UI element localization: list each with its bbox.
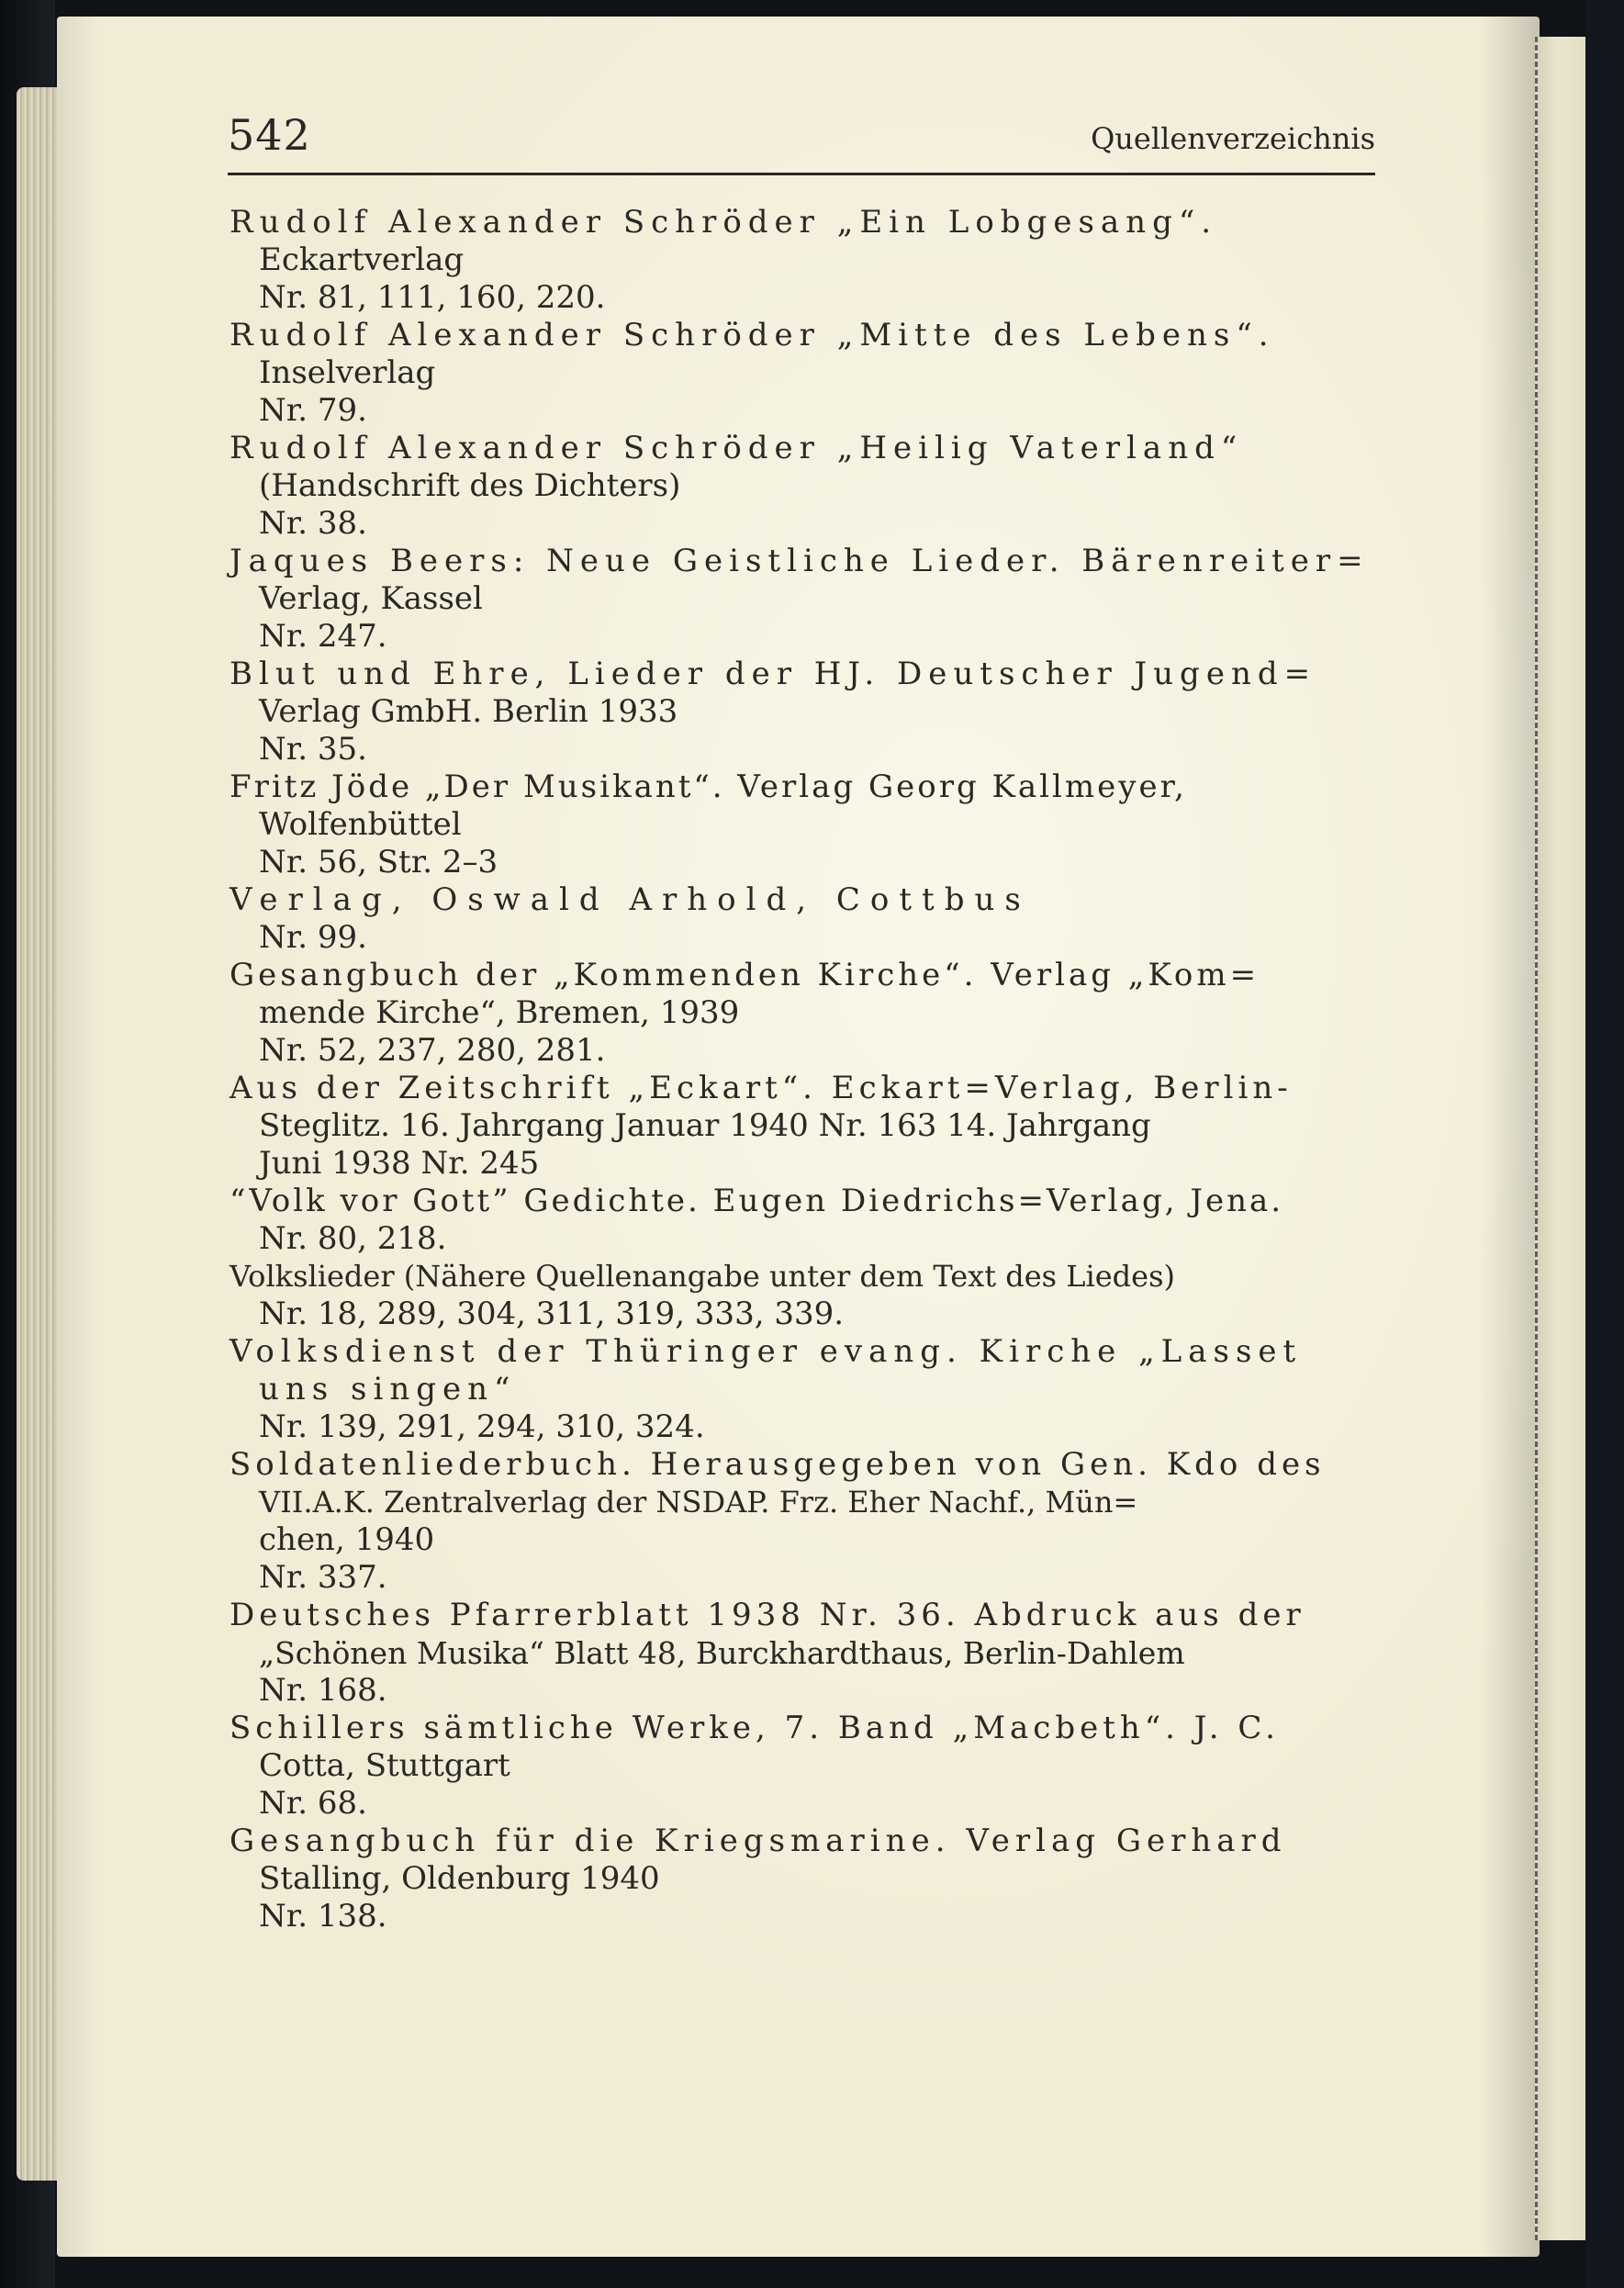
entry-line: Rudolf Alexander Schröder „Heilig Vaterland“ xyxy=(230,430,1244,466)
source-entry xyxy=(230,957,1377,1070)
entry-line: “Volk vor Gott” Gedichte. Eugen Diedrichs=Verlag, Jena. xyxy=(230,1183,1284,1219)
entry-numbers: Nr. 337. xyxy=(259,1559,387,1596)
entry-line: „Schönen Musika“ Blatt 48, Burckhardthaus, Berlin-Dahlem xyxy=(259,1635,1185,1671)
entry-numbers: Nr. 79. xyxy=(259,392,367,429)
entry-numbers: Nr. 35. xyxy=(259,731,367,768)
entry-numbers: Nr. 38. xyxy=(259,505,367,542)
entry-numbers: Nr. 81, 111, 160, 220. xyxy=(259,279,606,316)
entry-numbers: Nr. 80, 218. xyxy=(259,1220,447,1257)
source-entry xyxy=(230,1446,1377,1597)
entry-line: Aus der Zeitschrift „Eckart“. Eckart=Verlag, Berlin- xyxy=(230,1070,1293,1106)
source-entry xyxy=(230,543,1377,656)
source-entry xyxy=(230,1183,1377,1258)
entry-line: Soldatenliederbuch. Herausgegeben von Gen. Kdo des xyxy=(230,1446,1326,1483)
source-entry xyxy=(230,1823,1377,1935)
entry-line: Cotta, Stuttgart xyxy=(259,1747,510,1784)
entry-line: Jaques Beers: Neue Geistliche Lieder. Bärenreiter= xyxy=(230,543,1370,579)
entry-line: Verlag, Kassel xyxy=(259,580,483,617)
source-entry xyxy=(230,768,1377,881)
source-entry xyxy=(230,1070,1377,1183)
entry-line: Wolfenbüttel xyxy=(259,806,462,843)
entry-line: uns singen“ xyxy=(259,1371,517,1408)
source-entry xyxy=(230,1333,1377,1446)
page-edge-right xyxy=(1535,37,1588,2240)
entry-numbers: Nr. 56, Str. 2–3 xyxy=(259,844,498,880)
entry-numbers: Nr. 168. xyxy=(259,1672,387,1709)
source-list xyxy=(230,204,1377,1935)
source-entry xyxy=(230,204,1377,317)
entry-numbers: Nr. 247. xyxy=(259,618,387,655)
source-entry xyxy=(230,656,1377,768)
entry-line: Blut und Ehre, Lieder der HJ. Deutscher Jugend= xyxy=(230,656,1317,692)
entry-numbers: Nr. 99. xyxy=(259,919,367,956)
entry-line: Deutsches Pfarrerblatt 1938 Nr. 36. Abdruck aus der xyxy=(230,1597,1305,1633)
entry-line: Gesangbuch der „Kommenden Kirche“. Verlag „Kom= xyxy=(230,957,1260,993)
entry-line: Verlag, Oswald Arhold, Cottbus xyxy=(230,881,1031,918)
entry-line: Volkslieder (Nähere Quellenangabe unter dem Text des Liedes) xyxy=(230,1259,1175,1294)
entry-line: Rudolf Alexander Schröder „Mitte des Lebens“. xyxy=(230,317,1275,353)
entry-line: Fritz Jöde „Der Musikant“. Verlag Georg Kallmeyer, xyxy=(230,768,1187,805)
entry-line: chen, 1940 xyxy=(259,1521,435,1558)
entry-numbers: Nr. 139, 291, 294, 310, 324. xyxy=(259,1408,705,1445)
entry-line: mende Kirche“, Bremen, 1939 xyxy=(259,994,740,1031)
entry-line: Inselverlag xyxy=(259,354,436,391)
entry-line: Gesangbuch für die Kriegsmarine. Verlag Gerhard xyxy=(230,1823,1287,1859)
source-entry xyxy=(230,1710,1377,1823)
entry-line: Rudolf Alexander Schröder „Ein Lobgesang“. xyxy=(230,204,1218,241)
entry-line: Steglitz. 16. Jahrgang Januar 1940 Nr. 163 14. Jahrgang xyxy=(259,1107,1151,1144)
page-header xyxy=(228,108,1375,175)
entry-line: Schillers sämtliche Werke, 7. Band „Macbeth“. J. C. xyxy=(230,1710,1280,1746)
entry-line: VII.A.K. Zentralverlag der NSDAP. Frz. Eher Nachf., Mün= xyxy=(259,1485,1138,1520)
source-entry xyxy=(230,1597,1377,1710)
source-entry xyxy=(230,1258,1377,1333)
entry-line: Stalling, Oldenburg 1940 xyxy=(259,1860,660,1897)
page-number: 542 xyxy=(228,110,311,160)
entry-numbers: Nr. 52, 237, 280, 281. xyxy=(259,1032,606,1069)
source-entry xyxy=(230,317,1377,430)
entry-line: (Handschrift des Dichters) xyxy=(259,467,681,504)
entry-line: Eckartverlag xyxy=(259,241,465,278)
entry-numbers: Nr. 18, 289, 304, 311, 319, 333, 339. xyxy=(259,1295,845,1332)
entry-numbers: Nr. 68. xyxy=(259,1785,367,1822)
source-entry xyxy=(230,430,1377,543)
entry-line: Juni 1938 Nr. 245 xyxy=(259,1145,540,1182)
scan-background-right xyxy=(1585,0,1624,2288)
entry-numbers: Nr. 138. xyxy=(259,1898,387,1935)
entry-line: Verlag GmbH. Berlin 1933 xyxy=(259,693,678,730)
running-title: Quellenverzeichnis xyxy=(1091,121,1375,156)
entry-line: Volksdienst der Thüringer evang. Kirche „Lasset xyxy=(230,1333,1303,1370)
source-entry xyxy=(230,881,1377,957)
